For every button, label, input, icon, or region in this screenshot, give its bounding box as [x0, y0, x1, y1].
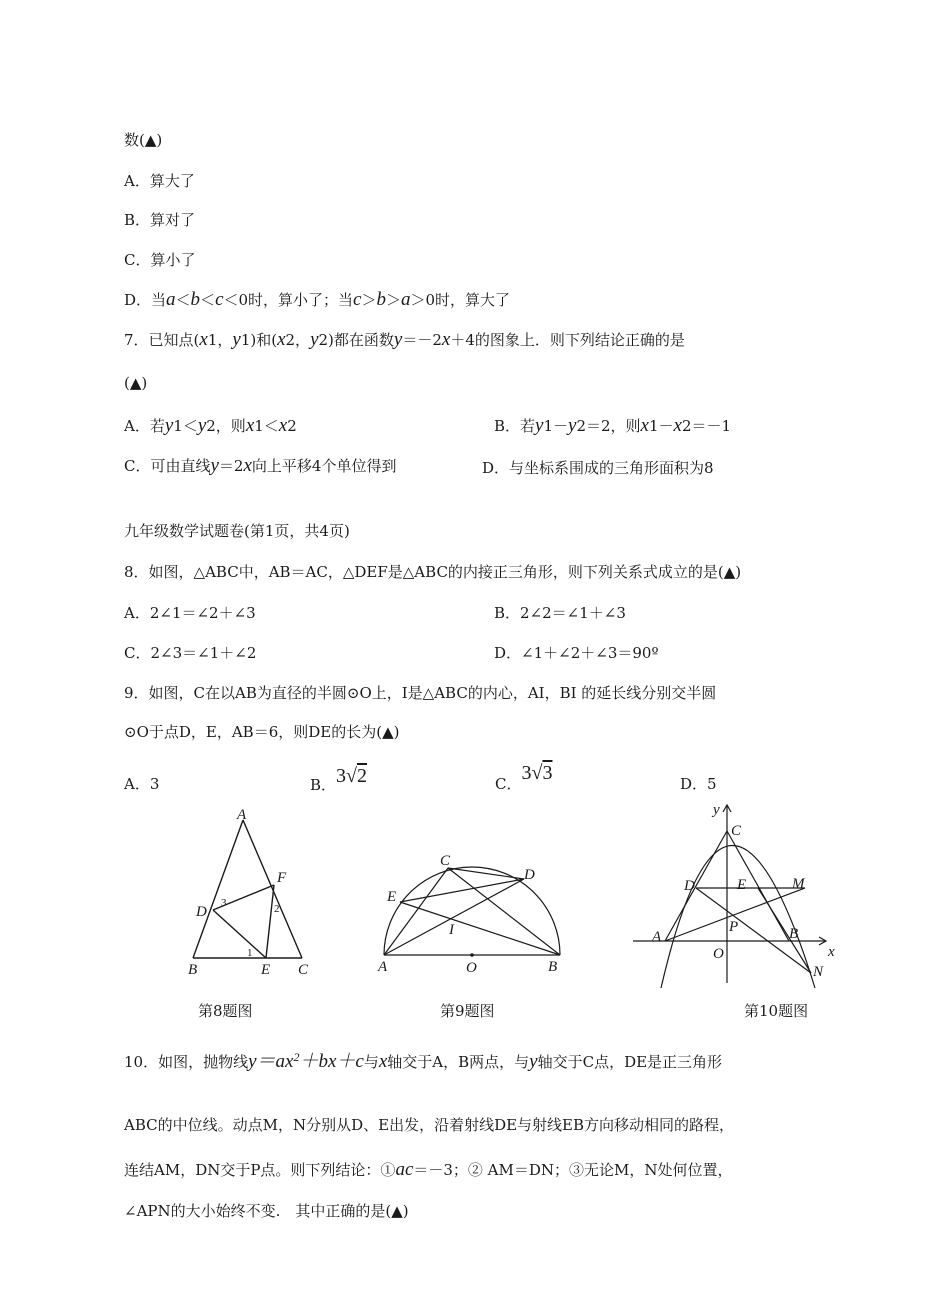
fig9-label-c: C: [440, 853, 451, 869]
q6-tail: 数(▲): [124, 131, 163, 149]
fig10-label-x: x: [828, 944, 835, 960]
fig9-line-ed: [400, 879, 524, 902]
fig9-label-b: B: [548, 959, 558, 975]
figure-8: [178, 800, 318, 985]
page-footer: 九年级数学试题卷(第1页，共4页): [124, 522, 350, 540]
figure-10: [625, 798, 840, 990]
fig9-caption: 第9题图: [440, 1002, 495, 1020]
fig10-label-m: M: [792, 876, 805, 892]
fig8-label-e: E: [261, 962, 271, 978]
fig10-label-n: N: [813, 964, 824, 980]
fig9-center-dot: [470, 953, 474, 957]
q10-stem-line2: ABC的中位线。动点M，N分别从D、E出发，沿着射线DE与射线EB方向移动相同的路程，: [124, 1116, 735, 1134]
q6-option-d: D．当a＜b＜c＜0时，算小了；当c＞b＞a＞0时，算大了: [124, 289, 511, 310]
fig8-label-a: A: [237, 807, 247, 823]
fig9-line-be: [400, 902, 560, 955]
fig9-line-ad: [384, 879, 524, 955]
q8-option-a: A．2∠1＝∠2＋∠3: [124, 604, 256, 622]
q9-option-b: B．3√2: [310, 765, 368, 794]
fig8-angle-1: 1: [247, 947, 253, 959]
q10-stem-line1: 10．如图，抛物线$y=ax^2+bx+c$与x轴交于A，B两点，与y轴交于C点，DE是正三角形: [124, 1050, 723, 1072]
fig9-side-ac: [384, 868, 448, 955]
fig8-caption: 第8题图: [198, 1002, 253, 1020]
fig10-side-ac: [665, 831, 727, 941]
q8-option-c: C．2∠3＝∠1＋∠2: [124, 644, 257, 662]
fig8-label-b: B: [188, 962, 198, 978]
fig9-label-a: A: [378, 959, 388, 975]
fig10-label-o: O: [713, 946, 724, 962]
fig8-label-c: C: [298, 962, 309, 978]
q9-option-a: A．3: [124, 775, 160, 793]
q9-option-d: D．5: [680, 775, 717, 793]
fig10-parabola: [661, 846, 815, 989]
q7-answer-mark: (▲): [124, 374, 148, 392]
fig8-angle-2: 2: [274, 903, 280, 915]
fig10-label-d: D: [684, 878, 695, 894]
fig10-label-b: B: [789, 926, 799, 942]
q10-stem-line4: ∠APN的大小始终不变. 其中正确的是(▲): [124, 1202, 409, 1220]
fig10-label-a: A: [652, 929, 662, 945]
q8-option-d: D．∠1＋∠2＋∠3＝90º: [494, 644, 659, 662]
q8-option-b: B．2∠2＝∠1＋∠3: [494, 604, 626, 622]
fig10-caption: 第10题图: [744, 1002, 809, 1020]
q7-option-a: A．若y1＜y2，则x1＜x2: [124, 415, 297, 436]
q7-stem: 7．已知点(x1，y1)和(x2，y2)都在函数y＝－2x＋4的图象上．则下列结论正确的是: [124, 329, 685, 350]
fig8-side-ac: [243, 820, 302, 958]
q7-option-b: B．若y1－y2＝2，则x1－x2＝－1: [494, 415, 732, 436]
fig10-line-en: [758, 888, 811, 973]
fig8-side-ab: [193, 820, 243, 958]
q10-stem-line3: 连结AM，DN交于P点。则下列结论：①ac＝－3；② AM＝DN；③无论M，N处何位置，: [124, 1159, 733, 1180]
q9-option-c: C．3√3: [495, 762, 553, 793]
q6-option-c: C．算小了: [124, 251, 196, 269]
fig8-side-de: [213, 910, 266, 958]
fig8-side-fe: [266, 885, 274, 958]
fig9-label-d: D: [524, 867, 535, 883]
fig8-angle-3: 3: [221, 897, 227, 909]
fig8-label-d: D: [196, 904, 207, 920]
fig8-label-f: F: [277, 870, 287, 886]
fig10-label-p: P: [729, 919, 739, 935]
q9-stem-line1: 9．如图，C在以AB为直径的半圆⊙O上，I是△ABC的内心，AI，BI 的延长线分别交半圆: [124, 684, 717, 702]
fig9-label-i: I: [449, 922, 454, 938]
q6-option-a: A．算大了: [124, 172, 195, 190]
fig10-label-c: C: [731, 823, 742, 839]
fig10-label-y: y: [713, 802, 720, 818]
q7-option-d: D．与坐标系围成的三角形面积为8: [482, 459, 714, 477]
fig9-label-o: O: [466, 960, 477, 976]
q6-option-b: B．算对了: [124, 211, 196, 229]
fig9-label-e: E: [387, 889, 397, 905]
q7-option-c: C．可由直线y＝2x向上平移4个单位得到: [124, 455, 397, 476]
q9-stem-line2: ⊙O于点D，E，AB＝6，则DE的长为(▲): [124, 723, 400, 741]
fig10-label-e: E: [737, 877, 747, 893]
q8-stem: 8．如图，△ABC中，AB＝AC，△DEF是△ABC的内接正三角形，则下列关系式成立的是(▲): [124, 563, 742, 581]
figure-9: [370, 845, 570, 980]
